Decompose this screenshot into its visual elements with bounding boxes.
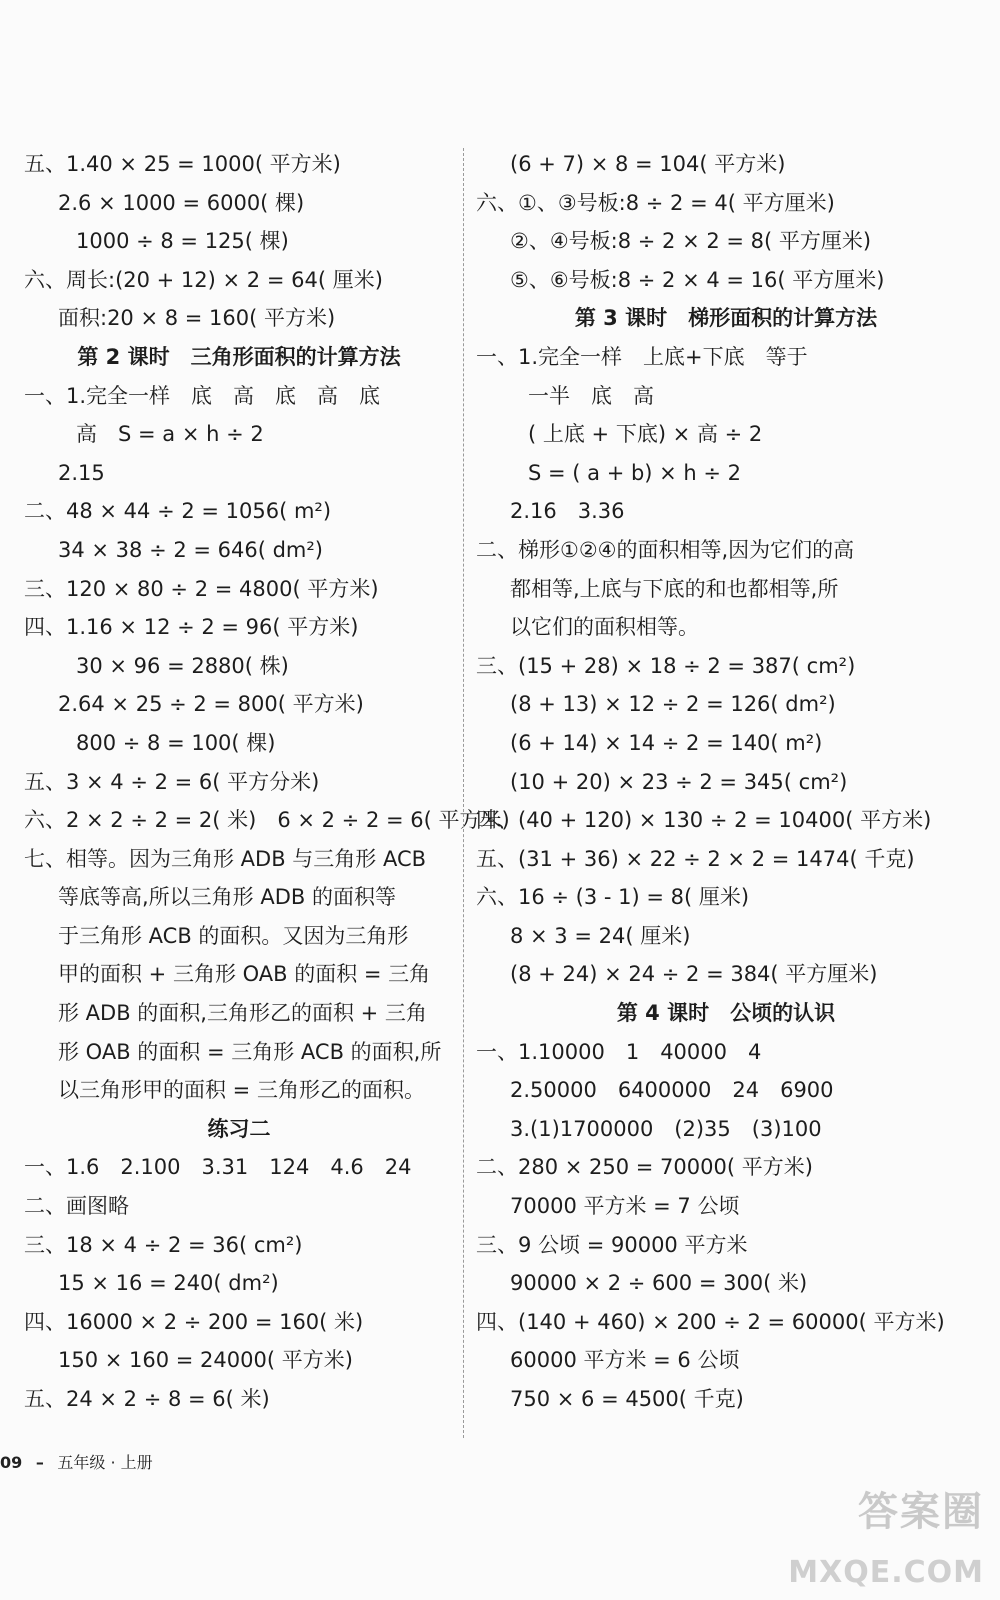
answer-line: 2.50000 6400000 24 6900 — [510, 1078, 834, 1103]
answer-line: 六、周长:(20 + 12) × 2 = 64( 厘米) — [24, 267, 383, 292]
answer-line: 750 × 6 = 4500( 千克) — [510, 1387, 744, 1411]
answer-line: 五、24 × 2 ÷ 8 = 6( 米) — [24, 1387, 270, 1411]
answer-line: 一、1.完全一样 底 高 底 高 底 — [24, 383, 381, 408]
answer-line: 五、(31 + 36) × 22 ÷ 2 × 2 = 1474( 千克) — [476, 846, 915, 871]
answer-line: 3.(1)1700000 (2)35 (3)100 — [510, 1116, 822, 1141]
answer-line: 二、梯形①②④的面积相等,因为它们的高 — [476, 537, 855, 562]
answer-line: 1000 ÷ 8 = 125( 棵) — [76, 229, 289, 254]
answer-line: 四、16000 × 2 ÷ 200 = 160( 米) — [24, 1309, 364, 1334]
answer-line: 以它们的面积相等。 — [510, 615, 699, 640]
page-footer — [0, 1450, 153, 1473]
watermark-site: MXQE.COM — [788, 1555, 984, 1590]
answer-line: 都相等,上底与下底的和也都相等,所 — [510, 576, 839, 601]
answer-line: 15 × 16 = 240( dm²) — [58, 1271, 279, 1296]
answer-line: ( 上底 + 下底) × 高 ÷ 2 — [528, 422, 763, 447]
answer-line: 三、9 公顷 = 90000 平方米 — [476, 1232, 748, 1257]
answer-line: 甲的面积 + 三角形 OAB 的面积 = 三角 — [58, 962, 431, 987]
answer-line: 二、48 × 44 ÷ 2 = 1056( m²) — [24, 499, 332, 524]
answer-line: ⑤、⑥号板:8 ÷ 2 × 4 = 16( 平方厘米) — [510, 267, 885, 292]
answer-line: (6 + 7) × 8 = 104( 平方米) — [510, 152, 786, 176]
footer-separator: – — [35, 1453, 44, 1472]
section-heading: 第 2 课时 三角形面积的计算方法 — [77, 344, 401, 369]
answer-line: 2.16 3.36 — [510, 499, 625, 524]
answer-line: 以三角形甲的面积 = 三角形乙的面积。 — [58, 1078, 425, 1103]
answer-line: 2.6 × 1000 = 6000( 棵) — [58, 190, 305, 215]
answer-line: 34 × 38 ÷ 2 = 646( dm²) — [58, 537, 323, 562]
answer-line: (6 + 14) × 14 ÷ 2 = 140( m²) — [510, 730, 823, 755]
right-column — [476, 145, 976, 1419]
watermark — [784, 1480, 984, 1590]
answer-line: 30 × 96 = 2880( 株) — [76, 653, 289, 678]
answer-line: 二、280 × 250 = 70000( 平方米) — [476, 1155, 813, 1180]
answer-line: 8 × 3 = 24( 厘米) — [510, 923, 691, 948]
answer-line: 60000 平方米 = 6 公顷 — [510, 1348, 740, 1373]
answer-line: 一、1.10000 1 40000 4 — [476, 1039, 762, 1064]
answer-line: 三、18 × 4 ÷ 2 = 36( cm²) — [24, 1232, 303, 1257]
answer-line: 2.15 — [58, 460, 105, 485]
answer-line: 六、16 ÷ (3 - 1) = 8( 厘米) — [476, 885, 750, 910]
watermark-logo: 答案圈 — [858, 1489, 984, 1535]
answer-line: 六、2 × 2 ÷ 2 = 2( 米) 6 × 2 ÷ 2 = 6( 平方米) — [24, 808, 510, 833]
answer-line: (8 + 13) × 12 ÷ 2 = 126( dm²) — [510, 692, 836, 717]
answer-line: 70000 平方米 = 7 公顷 — [510, 1194, 740, 1219]
answer-line: 形 ADB 的面积,三角形乙的面积 + 三角 — [58, 1001, 427, 1026]
answer-line: 800 ÷ 8 = 100( 棵) — [76, 730, 276, 755]
answer-line: 一半 底 高 — [528, 383, 654, 408]
answer-line: 二、画图略 — [24, 1194, 129, 1219]
answer-line: 三、120 × 80 ÷ 2 = 4800( 平方米) — [24, 576, 379, 601]
answer-line: 四、(140 + 460) × 200 ÷ 2 = 60000( 平方米) — [476, 1309, 945, 1334]
answer-line: 于三角形 ACB 的面积。又因为三角形 — [58, 923, 409, 948]
answer-line: 四、1.16 × 12 ÷ 2 = 96( 平方米) — [24, 615, 359, 640]
answer-line: 五、3 × 4 ÷ 2 = 6( 平方分米) — [24, 769, 320, 794]
section-heading: 第 3 课时 梯形面积的计算方法 — [574, 306, 878, 331]
answer-line: 等底等高,所以三角形 ADB 的面积等 — [58, 885, 396, 910]
answer-line: (10 + 20) × 23 ÷ 2 = 345( cm²) — [510, 769, 848, 794]
left-column — [24, 145, 510, 1419]
answer-line: 五、1.40 × 25 = 1000( 平方米) — [24, 152, 341, 176]
grade-label: 五年级 · 上册 — [57, 1453, 153, 1472]
answer-line: S = ( a + b) × h ÷ 2 — [528, 460, 742, 485]
answer-line: 四、(40 + 120) × 130 ÷ 2 = 10400( 平方米) — [476, 808, 932, 833]
answer-line: 90000 × 2 ÷ 600 = 300( 米) — [510, 1271, 808, 1296]
answer-line: 形 OAB 的面积 = 三角形 ACB 的面积,所 — [58, 1039, 442, 1064]
page-number: 09 — [0, 1453, 23, 1472]
answer-line: 150 × 160 = 24000( 平方米) — [58, 1348, 353, 1373]
answer-line: 2.64 × 25 ÷ 2 = 800( 平方米) — [58, 692, 364, 717]
answer-line: 一、1.完全一样 上底+下底 等于 — [476, 344, 808, 369]
section-heading: 练习二 — [207, 1116, 271, 1141]
column-divider — [463, 148, 464, 1438]
section-heading: 第 4 课时 公顷的认识 — [616, 1001, 836, 1026]
answer-line: ②、④号板:8 ÷ 2 × 2 = 8( 平方厘米) — [510, 229, 872, 254]
answer-line: 六、①、③号板:8 ÷ 2 = 4( 平方厘米) — [476, 190, 835, 215]
answer-line: 三、(15 + 28) × 18 ÷ 2 = 387( cm²) — [476, 653, 856, 678]
answer-line: 七、相等。因为三角形 ADB 与三角形 ACB — [24, 846, 427, 871]
answer-line: (8 + 24) × 24 ÷ 2 = 384( 平方厘米) — [510, 962, 878, 987]
answer-line: 面积:20 × 8 = 160( 平方米) — [58, 306, 336, 331]
answer-line: 高 S = a × h ÷ 2 — [76, 422, 264, 447]
answer-line: 一、1.6 2.100 3.31 124 4.6 24 — [24, 1155, 412, 1180]
